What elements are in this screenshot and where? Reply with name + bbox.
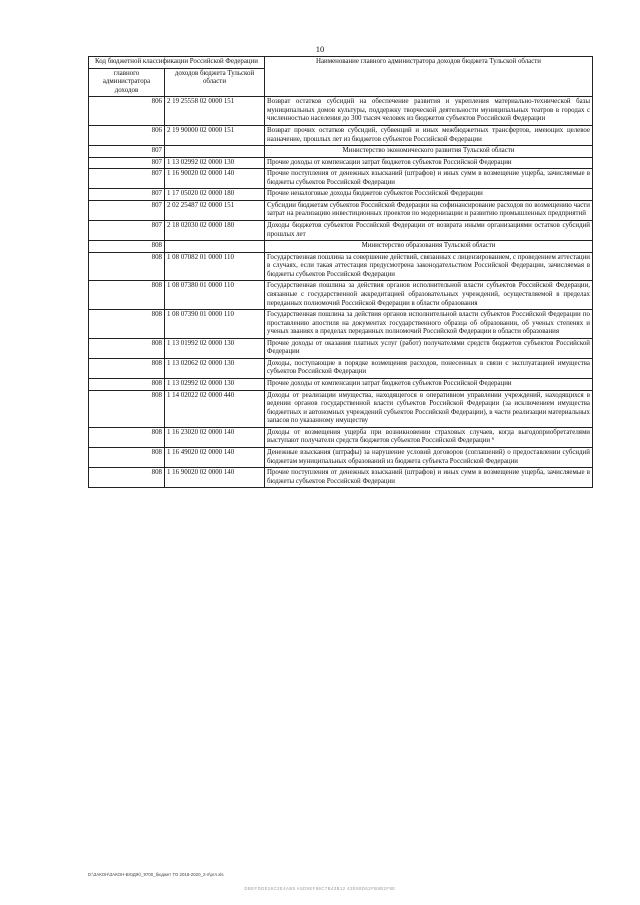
table-body (89, 97, 593, 488)
income-code-cell (165, 241, 265, 253)
income-name-cell: Прочие неналоговые доходы бюджетов субъектов Российской Федерации (265, 189, 593, 201)
table-row (89, 169, 593, 189)
admin-code-cell: 808 (89, 390, 165, 427)
income-code-cell: 1 13 02992 02 0000 130 (165, 379, 265, 391)
income-name-cell: Доходы от реализации имущества, находящегося в оперативном управлении учреждений, находящихся в ведении органов государственной власти субъектов Российской Федерации (за исключением имущества бюджетных и автономных учреждений субъектов Российской Федерации), в части реализации материальных запасов по указанному имуществу (265, 390, 593, 427)
income-code-cell: 1 16 23020 02 0000 140 (165, 427, 265, 447)
admin-code-cell: 806 (89, 125, 165, 145)
income-name-cell: Денежные взыскания (штрафы) за нарушение условий договоров (соглашений) о предоставлении субсидий бюджетам муниципальных образований из бюджета субъекта Российской Федерации (265, 447, 593, 467)
admin-code-cell: 808 (89, 252, 165, 281)
header-income-col: доходов бюджета Тульской области (165, 68, 265, 97)
income-name-cell: Государственная пошлина за действия органов исполнительной власти субъектов Российской Федерации, связанные с государственной аккредитацией образовательных учреждений, осуществляемой в пределах переданных полномочий Российской Федерации в области образования (265, 281, 593, 310)
admin-code-cell: 807 (89, 146, 165, 158)
header-kbk: Код бюджетной классификации Российской Федерации (89, 57, 265, 69)
header-admin-name: Наименование главного администратора доходов бюджета Тульской области (265, 57, 593, 97)
income-code-cell: 2 18 02030 02 0000 180 (165, 221, 265, 241)
table-section-row (89, 241, 593, 253)
income-code-cell: 1 08 07380 01 0000 110 (165, 281, 265, 310)
section-title-cell: Министерство образования Тульской области (265, 241, 593, 253)
admin-code-cell: 808 (89, 281, 165, 310)
income-code-cell: 1 16 90020 02 0000 140 (165, 169, 265, 189)
admin-code-cell: 807 (89, 157, 165, 169)
income-code-cell: 1 14 02022 02 0000 440 (165, 390, 265, 427)
income-code-cell: 1 13 02992 02 0000 130 (165, 157, 265, 169)
admin-code-cell: 808 (89, 338, 165, 358)
income-name-cell: Прочие доходы от компенсации затрат бюджетов субъектов Российской Федерации (265, 379, 593, 391)
table-row (89, 358, 593, 378)
table-row (89, 447, 593, 467)
admin-code-cell: 808 (89, 447, 165, 467)
income-name-cell: Государственная пошлина за совершение действий, связанных с лицензированием, с проведением аттестации в случаях, если такая аттестация предусмотрена законодательством Российской Федерации, зачисляемая в бюджеты субъектов Российской Федерации (265, 252, 593, 281)
income-code-cell: 1 13 01992 02 0000 130 (165, 338, 265, 358)
table-row (89, 221, 593, 241)
income-code-cell: 2 19 25558 02 0000 151 (165, 97, 265, 126)
table-row (89, 281, 593, 310)
income-name-cell: Доходы бюджетов субъектов Российской Федерации от возврата иными организациями остатков субсидий прошлых лет (265, 221, 593, 241)
table-row (89, 157, 593, 169)
income-name-cell: Прочие доходы от компенсации затрат бюджетов субъектов Российской Федерации (265, 157, 593, 169)
table-row (89, 200, 593, 220)
income-name-cell: Прочие поступления от денежных взысканий (штрафов) и иных сумм в возмещение ущерба, зачисляемые в бюджеты субъектов Российской Федерации (265, 169, 593, 189)
table-row (89, 390, 593, 427)
footer-file-path: D:\ЗАКОН\ЗАКОН-БЮДЖ\_9700_бюджет ТО 2018-2020_2-п\ргл.xls (88, 872, 224, 877)
budget-revenue-table (88, 56, 593, 488)
admin-code-cell: 807 (89, 200, 165, 220)
income-name-cell: Доходы, поступающие в порядке возмещения расходов, понесенных в связи с эксплуатацией имущества субъектов Российской Федерации (265, 358, 593, 378)
table-row (89, 125, 593, 145)
table-row (89, 189, 593, 201)
income-code-cell: 2 19 90000 02 0000 151 (165, 125, 265, 145)
table-row (89, 252, 593, 281)
income-code-cell: 1 17 05020 02 0000 180 (165, 189, 265, 201)
income-name-cell: Государственная пошлина за действия органов исполнительной власти субъектов Российской Федерации по проставлению апостиля на документах государственного образца об образовании, об ученых степенях и ученых званиях в пределах переданных полномочий Российской Федерации в области образования (265, 310, 593, 339)
page-number: 10 (315, 44, 325, 54)
income-code-cell: 1 16 49020 02 0000 140 (165, 447, 265, 467)
admin-code-cell: 806 (89, 97, 165, 126)
income-code-cell (165, 146, 265, 158)
admin-code-cell: 808 (89, 468, 165, 488)
income-code-cell: 1 08 07390 01 0000 110 (165, 310, 265, 339)
income-name-cell: Прочие поступления от денежных взысканий (штрафов) и иных сумм в возмещение ущерба, зачисляемые в бюджеты субъектов Российской Федерации (265, 468, 593, 488)
income-name-cell: Прочие доходы от оказания платных услуг (работ) получателями средств бюджетов субъектов Российской Федерации (265, 338, 593, 358)
admin-code-cell: 808 (89, 358, 165, 378)
income-name-cell: Возврат прочих остатков субсидий, субвенций и иных межбюджетных трансфертов, имеющих целевое назначение, прошлых лет из бюджетов субъектов Российской Федерации (265, 125, 593, 145)
income-code-cell: 1 16 90020 02 0000 140 (165, 468, 265, 488)
income-code-cell: 2 02 25487 02 0000 151 (165, 200, 265, 220)
income-name-cell: Субсидии бюджетам субъектов Российской Федерации на софинансирование расходов по возмещению части затрат на реализацию инвестиционных проектов по модернизации и развитию промышленных предприятий (265, 200, 593, 220)
table-row (89, 427, 593, 447)
admin-code-cell: 808 (89, 310, 165, 339)
table-row (89, 379, 593, 391)
table-section-row (89, 146, 593, 158)
admin-code-cell: 807 (89, 221, 165, 241)
section-title-cell: Министерство экономического развития Тульской области (265, 146, 593, 158)
income-name-cell: Возврат остатков субсидий на обеспечение развития и укрепления материально-технической базы муниципальных домов культуры, поддержку творческой деятельности муниципальных театров в городах с численностью населения до 300 тысяч человек из бюджетов субъектов Российской Федерации (265, 97, 593, 126)
income-code-cell: 1 08 07082 01 0000 110 (165, 252, 265, 281)
table-row (89, 310, 593, 339)
footer-mark: DBEFDDE26C2E4AB5 A5D9EF86C7B43B12 43E88D62FB8B2F8E (244, 886, 396, 891)
admin-code-cell: 807 (89, 189, 165, 201)
table-row (89, 338, 593, 358)
header-admin-col: главного администратора доходов (89, 68, 165, 97)
admin-code-cell: 808 (89, 379, 165, 391)
admin-code-cell: 808 (89, 241, 165, 253)
admin-code-cell: 807 (89, 169, 165, 189)
table-row (89, 468, 593, 488)
income-code-cell: 1 13 02062 02 0000 130 (165, 358, 265, 378)
income-name-cell: Доходы от возмещения ущерба при возникновении страховых случаев, когда выгодоприобретателями выступают получатели средств бюджетов субъектов Российской Федерации ⁶ (265, 427, 593, 447)
admin-code-cell: 808 (89, 427, 165, 447)
table-row (89, 97, 593, 126)
